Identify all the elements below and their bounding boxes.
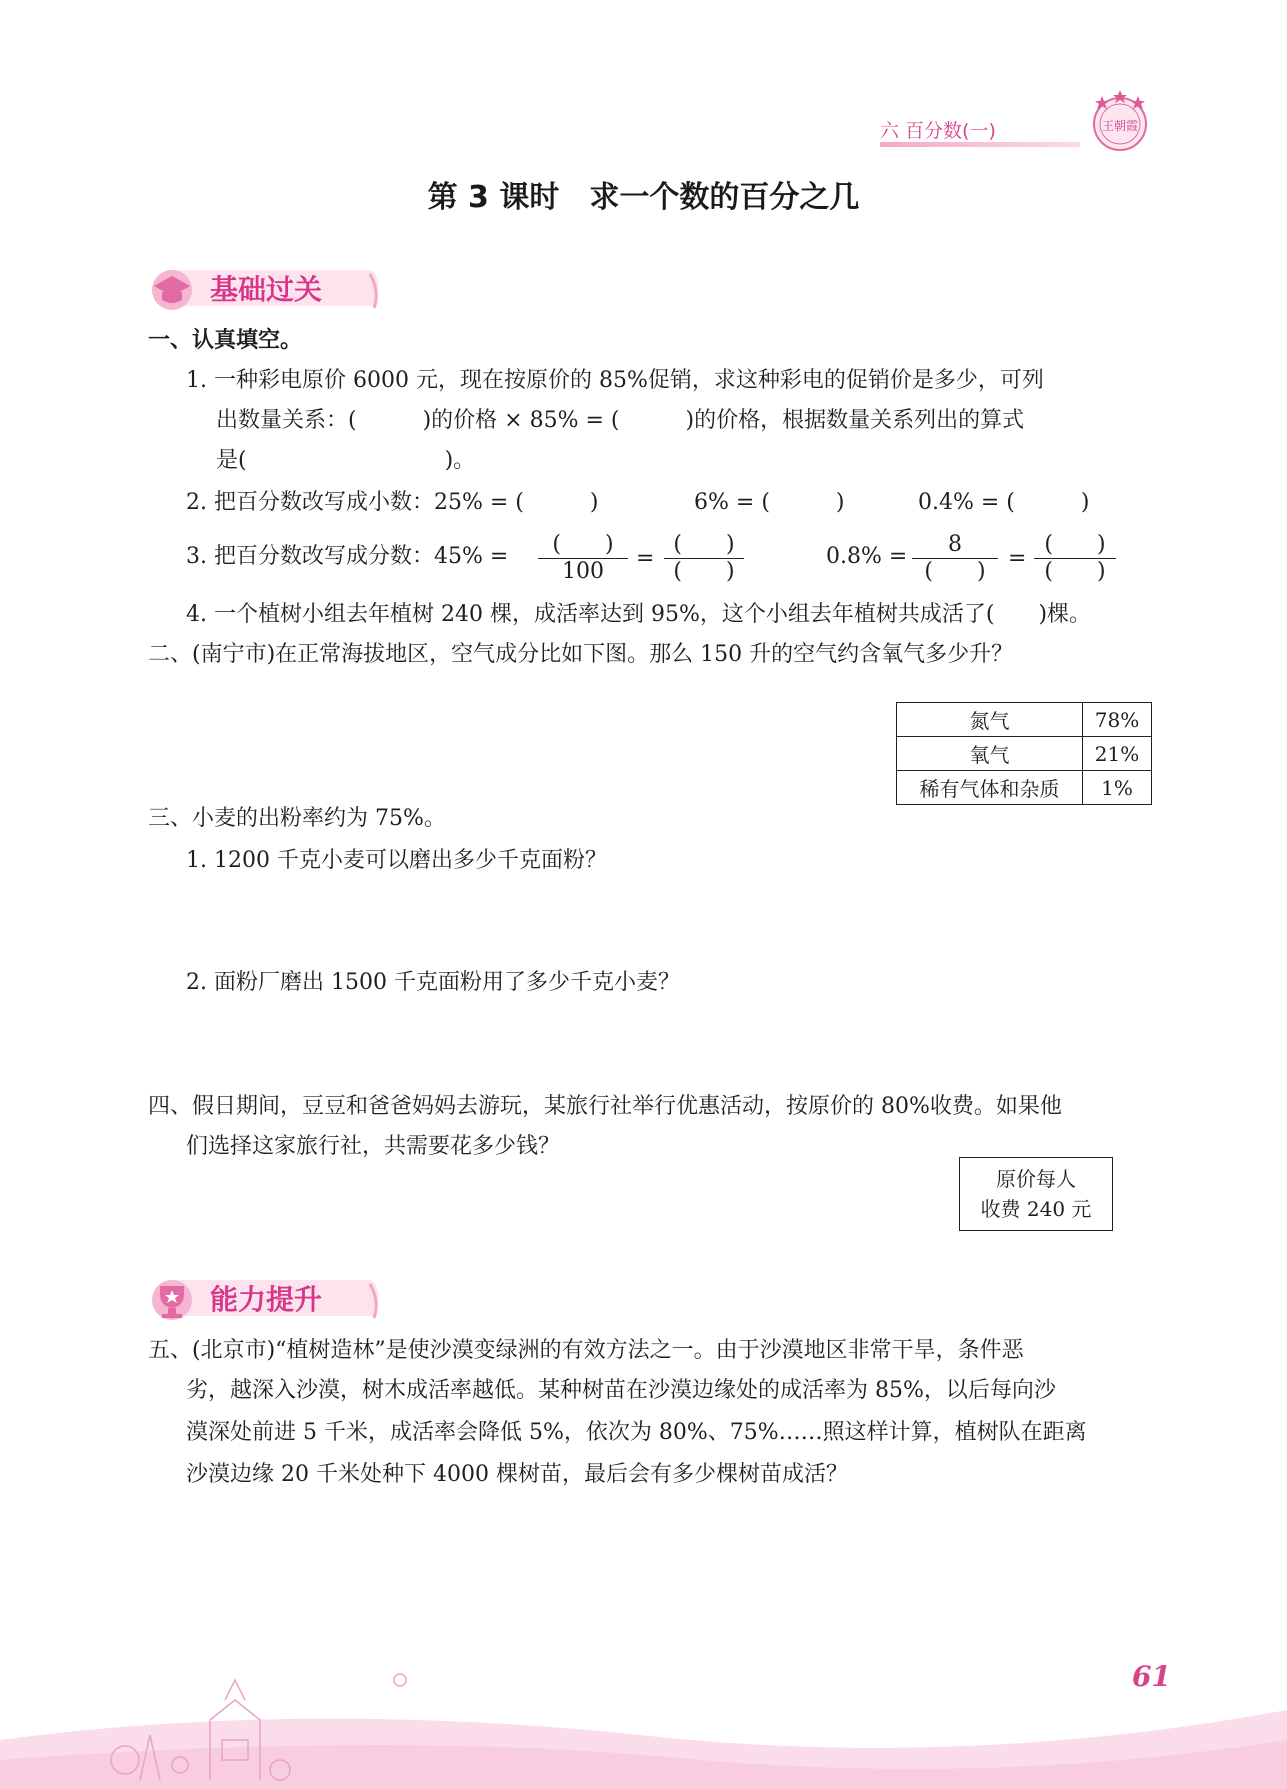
air-composition-table (896, 702, 1152, 805)
q2-text: 二、(南宁市)在正常海拔地区，空气成分比如下图。那么 150 升的空气约含氧气多少升？ (148, 642, 1014, 667)
q1-item1-line3: 是( )。 (216, 448, 476, 473)
equals-1: = (636, 546, 655, 571)
q5-line4: 沙漠边缘 20 千米处种下 4000 棵树苗，最后会有多少棵树苗成活？ (186, 1462, 848, 1487)
q1-item2-a: 2. 把百分数改写成小数：25% = ( ) (186, 490, 599, 515)
q1-item1-line2: 出数量关系：( )的价格 × 85% = ( )的价格，根据数量关系列出的算式 (216, 408, 1025, 433)
fraction-4-numerator: ( ) (1034, 532, 1116, 559)
section-advanced-title: 能力提升 (210, 1283, 323, 1316)
q5-line2: 劣，越深入沙漠，树木成活率越低。某种树苗在沙漠边缘处的成活率为 85%，以后每向沙 (186, 1378, 1056, 1403)
fraction-1-numerator: ( ) (538, 532, 628, 559)
price-box-line2: 收费 240 元 (980, 1197, 1092, 1221)
table-cell-value: 78% (1083, 703, 1152, 737)
page-title: 第 3 课时 求一个数的百分之几 (427, 180, 860, 215)
q4-line1: 四、假日期间，豆豆和爸爸妈妈去游玩，某旅行社举行优惠活动，按原价的 80%收费。如果他 (148, 1094, 1062, 1119)
equals-2: = (1008, 546, 1027, 571)
chapter-label: 六 百分数(一) (880, 120, 996, 142)
fraction-4 (1034, 532, 1116, 585)
q4-line2: 们选择这家旅行社，共需要花多少钱？ (186, 1134, 561, 1159)
q3-item1: 1. 1200 千克小麦可以磨出多少千克面粉？ (186, 848, 607, 873)
publisher-logo (1080, 84, 1160, 154)
table-row (897, 703, 1152, 737)
q1-item2-b: 6% = ( ) (694, 490, 845, 515)
section-advanced-banner (148, 1272, 388, 1324)
fraction-1 (538, 532, 628, 585)
table-cell-name: 氮气 (897, 703, 1083, 737)
fraction-3-denominator: ( ) (924, 559, 986, 584)
table-cell-name: 氧气 (897, 737, 1083, 771)
footer-decoration (0, 1630, 1287, 1789)
q1-heading: 一、认真填空。 (148, 328, 303, 353)
q5-line1: 五、(北京市)“植树造林”是使沙漠变绿洲的有效方法之一。由于沙漠地区非常干旱，条件恶 (148, 1338, 1024, 1363)
fraction-3 (912, 532, 998, 585)
q1-item4: 4. 一个植树小组去年植树 240 棵，成活率达到 95%，这个小组去年植树共成活了( )棵。 (186, 602, 1092, 627)
q5-line3: 漠深处前进 5 千米，成活率会降低 5%，依次为 80%、75%……照这样计算，植树队在距离 (186, 1420, 1087, 1445)
table-cell-name: 稀有气体和杂质 (897, 771, 1083, 805)
page-number: 61 (1132, 1660, 1171, 1693)
logo-text: 王朝霞 (1101, 119, 1139, 133)
fraction-2 (664, 532, 744, 585)
chapter-underline (880, 142, 1080, 147)
table-row (897, 737, 1152, 771)
section-basic-banner (148, 262, 388, 314)
q3-heading: 三、小麦的出粉率约为 75%。 (148, 806, 446, 831)
q1-item3-a: 3. 把百分数改写成分数：45% = (186, 544, 509, 569)
q1-item2-c: 0.4% = ( ) (918, 490, 1090, 515)
price-box-line1: 原价每人 (996, 1167, 1076, 1191)
section-basic-title: 基础过关 (210, 273, 323, 306)
fraction-1-denominator: 100 (562, 559, 604, 584)
q1-item1-line1: 1. 一种彩电原价 6000 元，现在按原价的 85%促销，求这种彩电的促销价是多少，可列 (186, 368, 1044, 393)
table-cell-value: 21% (1083, 737, 1152, 771)
table-cell-value: 1% (1083, 771, 1152, 805)
fraction-4-denominator: ( ) (1044, 559, 1106, 584)
fraction-2-denominator: ( ) (673, 559, 735, 584)
fraction-3-numerator: 8 (912, 532, 998, 559)
q1-item3-b: 0.8% = (826, 544, 908, 569)
price-box (959, 1157, 1113, 1231)
q3-item2: 2. 面粉厂磨出 1500 千克面粉用了多少千克小麦？ (186, 970, 680, 995)
table-row (897, 771, 1152, 805)
fraction-2-numerator: ( ) (664, 532, 744, 559)
